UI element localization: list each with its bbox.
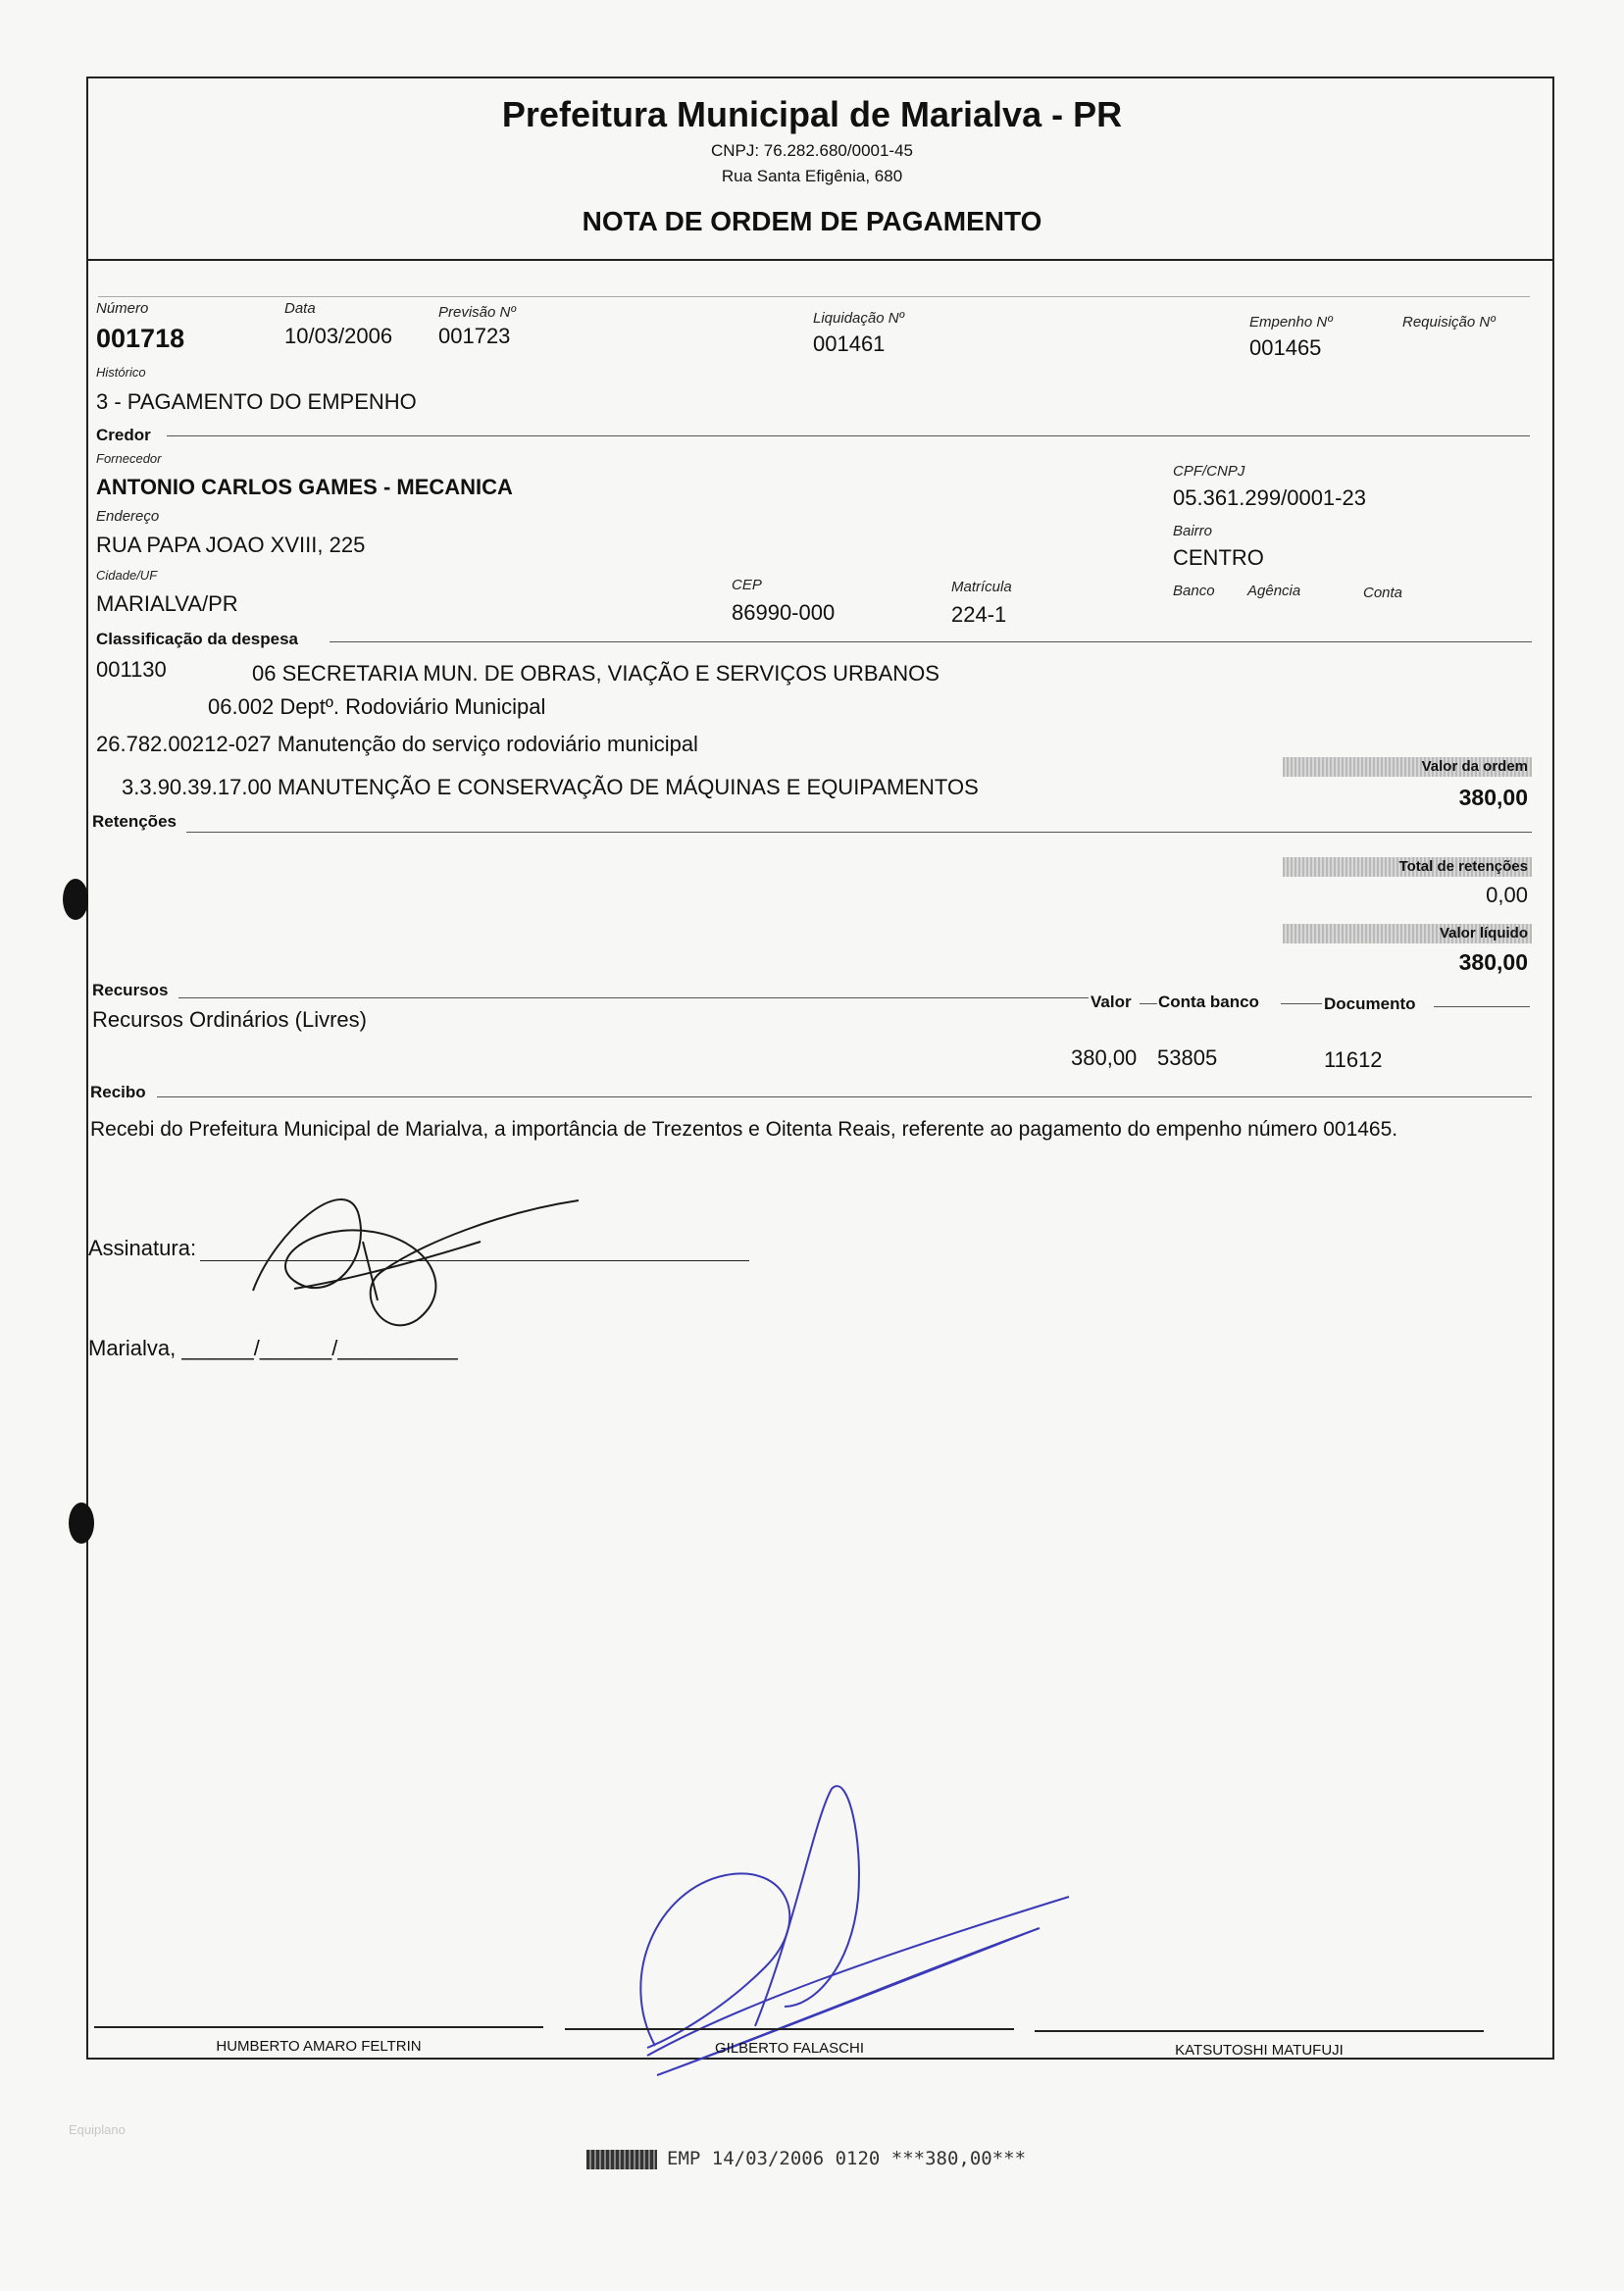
credor-section: Credor [96, 426, 151, 444]
valor-ordem-value: 380,00 [1458, 785, 1528, 810]
valor-liquido-value: 380,00 [1458, 949, 1528, 975]
retencoes-section: Retenções [92, 812, 177, 831]
recursos-rule [178, 997, 1089, 998]
local-data: Marialva, ______/______/__________ [88, 1336, 458, 1360]
total-retencoes-bar [1283, 857, 1532, 877]
previsao-value: 001723 [438, 324, 511, 348]
page-title: Prefeitura Municipal de Marialva - PR [501, 94, 1123, 134]
bairro-label: Bairro [1173, 523, 1213, 539]
recibo-text: Recebi do Prefeitura Municipal de Marialva, a importância de Trezentos e Oitenta Reais, referente ao pagamento do empenho número 001465. [90, 1118, 1398, 1141]
liquidacao-value: 001461 [813, 331, 886, 356]
data-value: 10/03/2006 [284, 324, 393, 348]
bank-stamp-logo [586, 2150, 657, 2169]
address: Rua Santa Efigênia, 680 [721, 167, 903, 185]
conta-label: Conta [1363, 585, 1403, 601]
endereco-label: Endereço [96, 508, 160, 525]
numero-label: Número [96, 300, 149, 317]
empenho-value: 001465 [1249, 335, 1322, 360]
cidade-label: Cidade/UF [96, 568, 158, 583]
signature-mark [235, 1173, 588, 1349]
liquidacao-label: Liquidação Nº [813, 310, 905, 327]
cidade-value: MARIALVA/PR [96, 591, 238, 616]
document-title: NOTA DE ORDEM DE PAGAMENTO [582, 206, 1042, 236]
classificacao-section: Classificação da despesa [96, 630, 299, 648]
punch-hole-top [63, 879, 88, 920]
matricula-value: 224-1 [951, 602, 1007, 627]
agencia-label: Agência [1247, 583, 1301, 599]
endereco-value: RUA PAPA JOAO XVIII, 225 [96, 533, 366, 557]
retencoes-rule [186, 832, 1532, 833]
recibo-rule [157, 1096, 1532, 1097]
signatory-1: HUMBERTO AMARO FELTRIN [216, 2038, 422, 2055]
cpf-value: 05.361.299/0001-23 [1173, 485, 1366, 510]
recursos-documento-label: Documento [1324, 994, 1416, 1013]
recursos-rule-4 [1434, 1006, 1530, 1007]
fornecedor-label: Fornecedor [96, 451, 162, 466]
signatory-3: KATSUTOSHI MATUFUJI [1175, 2042, 1344, 2059]
recursos-descricao: Recursos Ordinários (Livres) [92, 1007, 367, 1032]
fornecedor-value: ANTONIO CARLOS GAMES - MECANICA [96, 475, 513, 499]
valor-ordem-label: Valor da ordem [1421, 758, 1528, 775]
cep-value: 86990-000 [732, 600, 836, 625]
cep-label: CEP [732, 577, 762, 593]
cnpj: CNPJ: 76.282.680/0001-45 [710, 141, 914, 160]
punch-hole-bottom [69, 1502, 94, 1544]
valor-liquido-label: Valor líquido [1439, 925, 1528, 942]
recursos-rule-3 [1281, 1003, 1322, 1004]
numero-value: 001718 [96, 324, 185, 353]
recursos-rule-2 [1140, 1003, 1157, 1004]
bairro-value: CENTRO [1173, 545, 1264, 570]
classificacao-code: 001130 [96, 657, 167, 682]
data-label: Data [284, 300, 316, 317]
funcional: 26.782.00212-027 Manutenção do serviço rodoviário municipal [96, 732, 698, 756]
bank-stamp: EMP 14/03/2006 0120 ***380,00*** [667, 2148, 1027, 2169]
valor-ordem-bar [1283, 757, 1532, 777]
recursos-conta: 53805 [1157, 1045, 1218, 1070]
previsao-label: Previsão Nº [438, 304, 516, 321]
recursos-valor-label: Valor [1091, 993, 1132, 1011]
total-retencoes-value: 0,00 [1486, 883, 1528, 907]
matricula-label: Matrícula [951, 579, 1012, 595]
historico-label: Histórico [96, 365, 146, 380]
elemento: 3.3.90.39.17.00 MANUTENÇÃO E CONSERVAÇÃO DE MÁQUINAS E EQUIPAMENTOS [122, 775, 979, 799]
recursos-valor: 380,00 [1071, 1045, 1138, 1070]
banco-label: Banco [1173, 583, 1215, 599]
sign-line-3 [1035, 2030, 1484, 2032]
total-retencoes-label: Total de retenções [1398, 858, 1528, 875]
sign-line-2 [565, 2028, 1014, 2030]
empenho-label: Empenho Nº [1249, 314, 1333, 331]
sign-line-1 [94, 2026, 543, 2028]
orgao: 06 SECRETARIA MUN. DE OBRAS, VIAÇÃO E SERVIÇOS URBANOS [252, 661, 939, 686]
classificacao-rule [330, 641, 1532, 642]
signatory-2: GILBERTO FALASCHI [715, 2040, 864, 2057]
historico-value: 3 - PAGAMENTO DO EMPENHO [96, 389, 417, 414]
assinatura-label: Assinatura: [88, 1236, 197, 1260]
cpf-label: CPF/CNPJ [1173, 463, 1245, 480]
recursos-documento: 11612 [1324, 1047, 1383, 1072]
unidade: 06.002 Deptº. Rodoviário Municipal [208, 694, 546, 719]
recibo-section: Recibo [90, 1083, 146, 1101]
header-divider [86, 259, 1552, 261]
requisicao-label: Requisição Nº [1402, 314, 1496, 331]
faint-label: Equiplano [69, 2122, 126, 2137]
recursos-section: Recursos [92, 981, 169, 999]
valor-liquido-bar [1283, 924, 1532, 943]
credor-rule [167, 435, 1530, 436]
header-divider-2 [98, 296, 1530, 297]
recursos-conta-label: Conta banco [1158, 993, 1259, 1011]
